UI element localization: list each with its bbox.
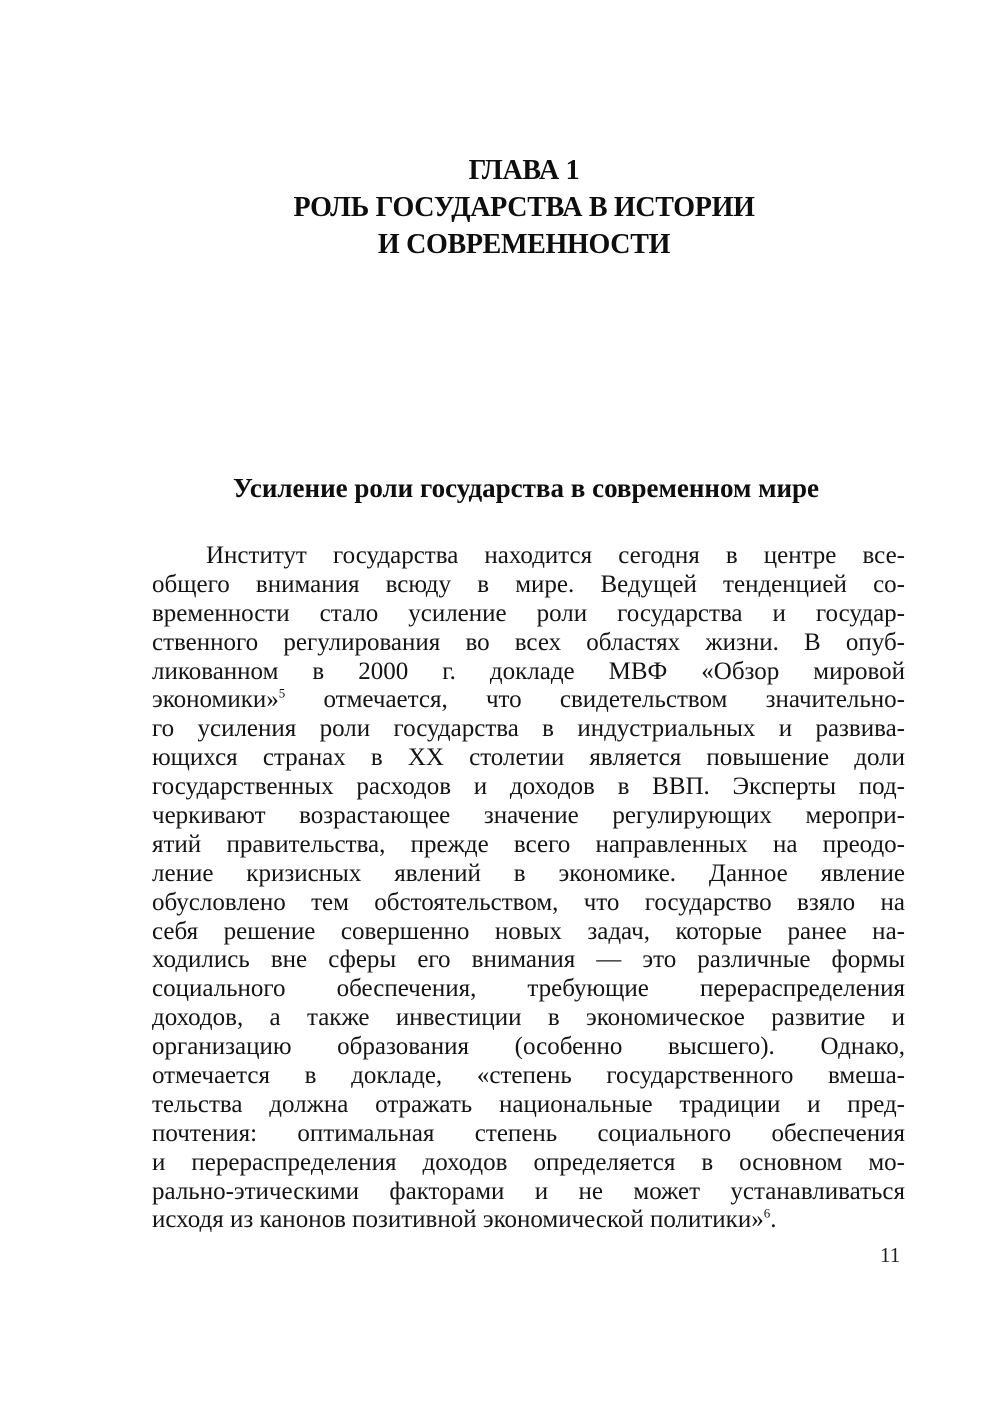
section-title: Усиление роли государства в современном мире: [232, 473, 820, 503]
text-segment: отмечается, что свидетельством значительно-: [285, 686, 905, 714]
footnote-marker: 5: [278, 686, 286, 702]
text-line: ющихся странах в XX столетии является повышение доли: [152, 744, 905, 772]
text-line: себя решение совершенно новых задач, которые ранее на-: [152, 917, 905, 945]
text-line: государственных расходов и доходов в ВВП. Эксперты под-: [152, 773, 905, 801]
text-segment: экономики»: [152, 686, 279, 714]
chapter-title-line-2: И СОВРЕМЕННОСТИ: [377, 229, 671, 260]
chapter-number: ГЛАВА 1: [468, 155, 580, 186]
body-paragraph: [152, 542, 905, 1235]
text-line: временности стало усиление роли государства и государ-: [152, 599, 905, 627]
text-line: ликованном в 2000 г. докладе МВФ «Обзор мировой: [152, 657, 905, 685]
text-line: и перераспределения доходов определяется в основном мо-: [152, 1148, 905, 1176]
text-line: доходов, а также инвестиции в экономическое развитие и: [152, 1004, 905, 1032]
text-line: почтения: оптимальная степень социального обеспечения: [152, 1119, 905, 1147]
text-line: [152, 686, 905, 715]
text-segment: исходя из канонов позитивной экономической политики»: [152, 1206, 764, 1234]
text-line: социального обеспечения, требующие перераспределения: [152, 975, 905, 1003]
text-line: отмечается в докладе, «степень государственного вмеша-: [152, 1062, 905, 1090]
text-line: [152, 1206, 905, 1235]
text-segment: .: [770, 1206, 777, 1234]
text-line: Институт государства находится сегодня в центре все-: [206, 542, 905, 569]
text-line: ходились вне сферы его внимания — это различные формы: [152, 946, 905, 974]
text-line: ление кризисных явлений в экономике. Данное явление: [152, 859, 905, 887]
footnote-marker: 6: [763, 1206, 771, 1222]
text-line: обусловлено тем обстоятельством, что государство взяло на: [152, 888, 905, 916]
text-line: го усиления роли государства в индустриальных и развива-: [152, 715, 905, 743]
chapter-heading: [0, 152, 1000, 263]
text-line: рально-этическими факторами и не может устанавливаться: [152, 1177, 905, 1205]
page-number: 11: [880, 1243, 901, 1267]
text-line: ственного регулирования во всех областях жизни. В опуб-: [152, 628, 905, 656]
text-line: ятий правительства, прежде всего направленных на преодо-: [152, 830, 905, 858]
text-line: черкивают возрастающее значение регулирующих меропри-: [152, 802, 905, 830]
chapter-title-line-1: РОЛЬ ГОСУДАРСТВА В ИСТОРИИ: [293, 192, 755, 223]
text-line: тельства должна отражать национальные традиции и пред-: [152, 1090, 905, 1118]
text-line: организацию образования (особенно высшего). Однако,: [152, 1033, 905, 1061]
text-line: общего внимания всюду в мире. Ведущей тенденцией со-: [152, 570, 905, 598]
